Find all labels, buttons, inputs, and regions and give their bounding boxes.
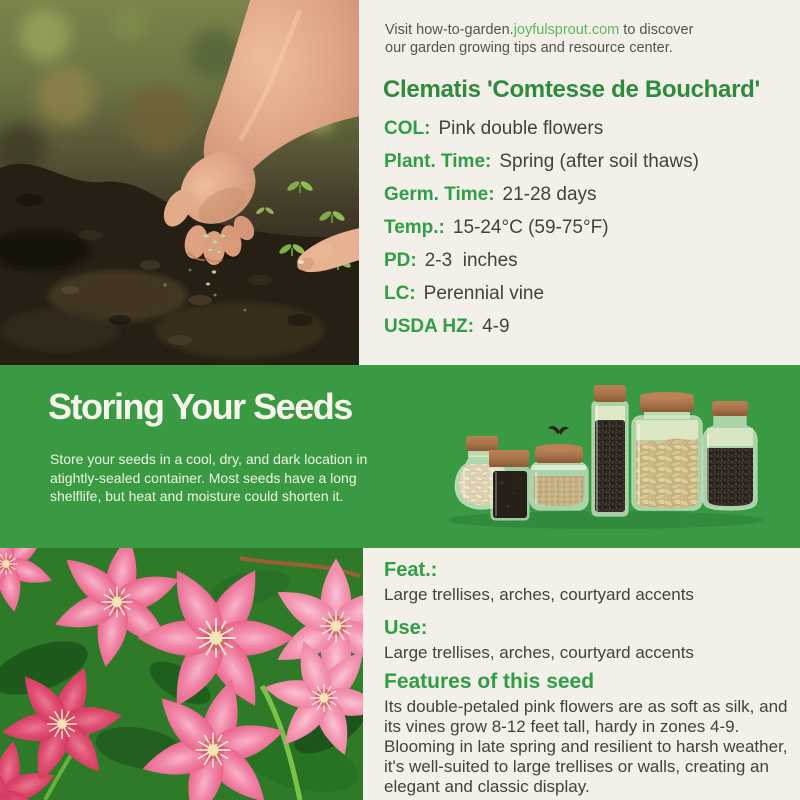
- website-link[interactable]: joyfulsprout.com: [513, 22, 620, 38]
- visit-prefix: Visit how-to-garden.: [385, 22, 514, 38]
- feat-label: Feat.:: [384, 559, 438, 581]
- soil-planting-illustration: [0, 0, 359, 366]
- visit-line2: our garden growing tips and resource center.: [385, 40, 673, 56]
- jar-black-seeds: [489, 450, 529, 520]
- detail-row-pd: [384, 251, 800, 271]
- storing-title: Storing Your Seeds: [48, 386, 352, 427]
- detail-value: 15-24°C (59-75°F): [452, 217, 609, 238]
- detail-row-plant-time: [384, 152, 800, 172]
- jar-tan-seeds: [530, 427, 588, 510]
- storing-body: Store your seeds in a cool, dry, and dark location in atightly-sealed container. Most seeds have a long shelflife, but heat and moisture could shorten it.: [50, 451, 368, 504]
- visit-text: [385, 21, 693, 57]
- plant-details-list: [384, 119, 800, 350]
- detail-value: 2-3 inches: [424, 250, 518, 271]
- features-heading: Features of this seed: [384, 670, 595, 693]
- detail-row-usda-hz: [384, 317, 800, 337]
- storing-seeds-banner: [0, 365, 800, 548]
- soil-planting-photo: [0, 0, 359, 366]
- clematis-illustration: [0, 548, 363, 800]
- jar-dark-mixed-seeds: [703, 401, 757, 510]
- detail-label: PD:: [384, 250, 417, 271]
- detail-value: 4-9: [482, 316, 510, 337]
- detail-label: Plant. Time:: [384, 151, 492, 172]
- clematis-flowers-photo: [0, 548, 363, 800]
- detail-value: Spring (after soil thaws): [499, 151, 699, 172]
- seed-usage-panel: [384, 548, 800, 800]
- jar-tall-dark-seeds: [592, 385, 628, 516]
- detail-label: LC:: [384, 283, 416, 304]
- detail-row-germ-time: [384, 185, 800, 205]
- visit-suffix: to discover: [619, 22, 694, 38]
- detail-value: 21-28 days: [502, 184, 597, 205]
- detail-row-color: [384, 119, 800, 139]
- detail-label: USDA HZ:: [384, 316, 475, 337]
- jar-pumpkin-seeds: [632, 392, 702, 510]
- detail-value: Pink double flowers: [438, 118, 604, 139]
- detail-label: Germ. Time:: [384, 184, 495, 205]
- seed-jars-photo: [440, 368, 770, 538]
- plant-title: Clematis 'Comtesse de Bouchard': [383, 76, 760, 103]
- detail-row-temp: [384, 218, 800, 238]
- feat-value: Large trellises, arches, courtyard accents: [384, 585, 694, 604]
- detail-value: Perennial vine: [423, 283, 545, 304]
- features-body: Its double-petaled pink flowers are as soft as silk, and its vines grow 8-12 feet tall, hardy in zones 4-9. Blooming in late spring and resilient to harsh weather, it's well-suited to large trellises or walls, creating an elegant and classic display.: [384, 697, 788, 796]
- use-value: Large trellises, arches, courtyard accents: [384, 643, 694, 662]
- detail-row-lc: [384, 284, 800, 304]
- use-label: Use:: [384, 617, 428, 639]
- detail-label: COL:: [384, 118, 431, 139]
- detail-label: Temp.:: [384, 217, 445, 238]
